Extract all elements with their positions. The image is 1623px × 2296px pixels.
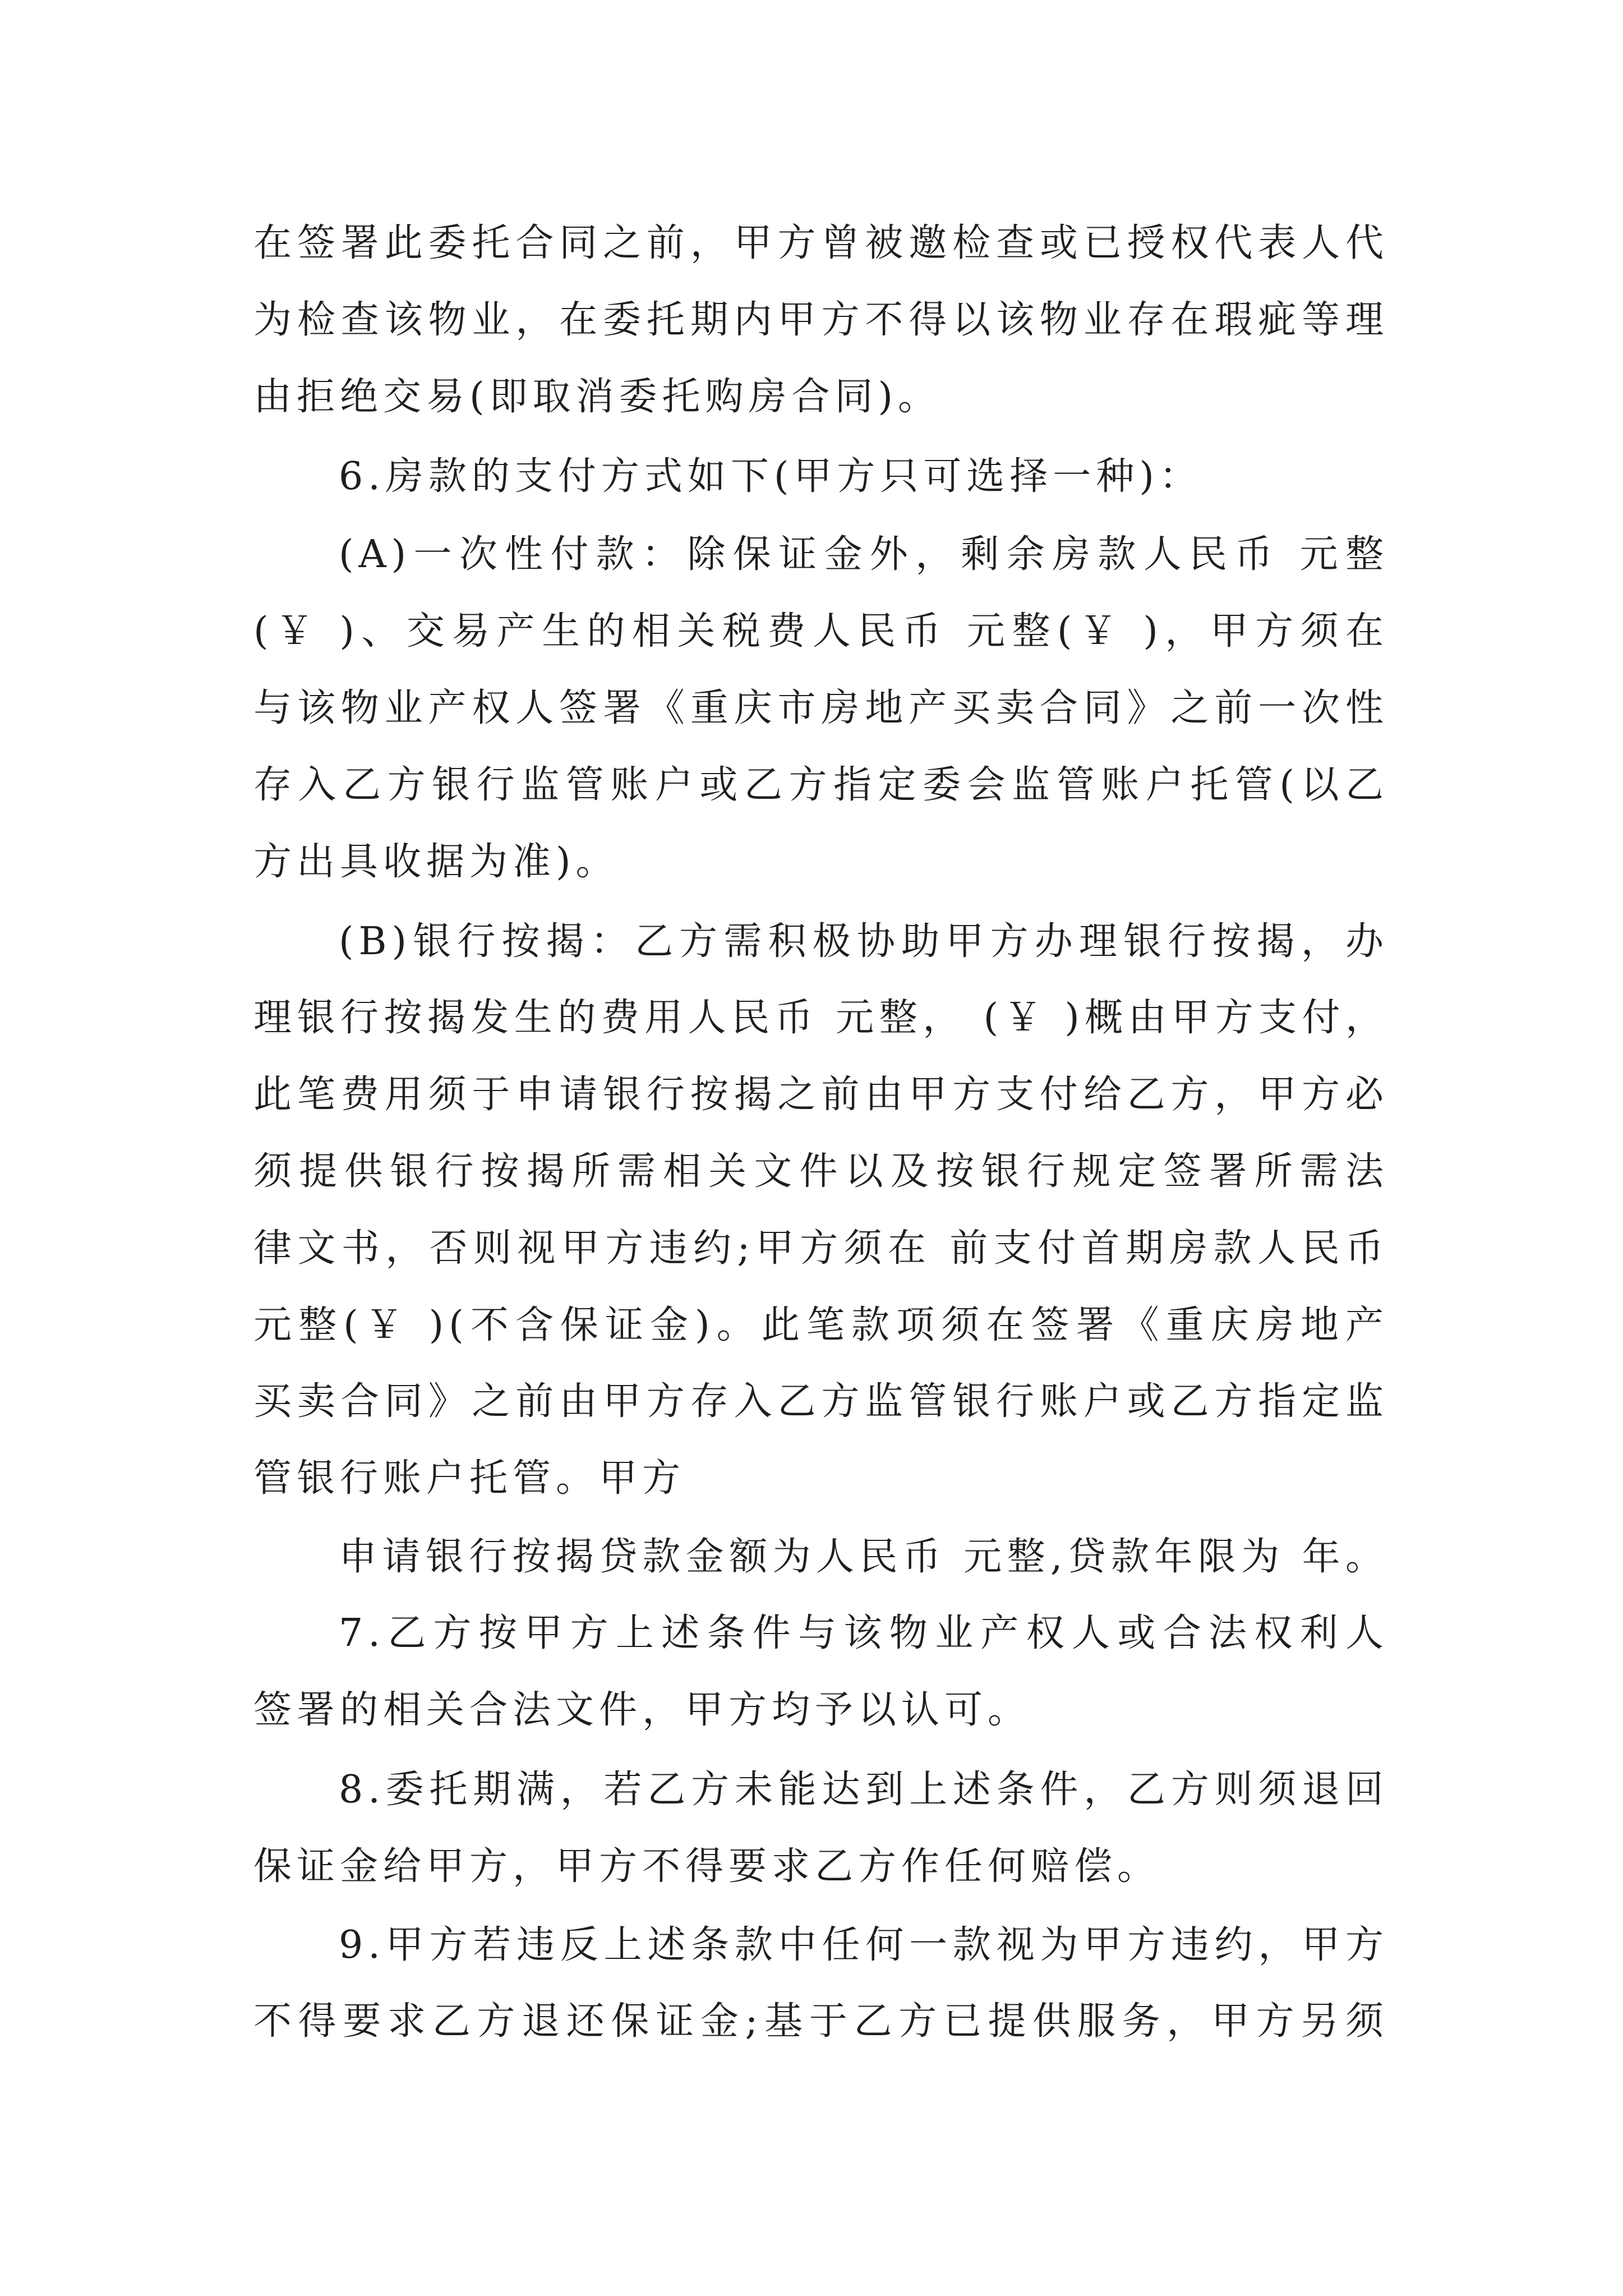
text-line: 管银行账户托管。甲方 xyxy=(253,1456,686,1501)
option-b-line: (B)银行按揭：乙方需积极协助甲方办理银行按揭，办 xyxy=(339,919,1389,964)
text-line: 此笔费用须于申请银行按揭之前由甲方支付给乙方，甲方必 xyxy=(253,1073,1389,1117)
option-a-line: (A)一次性付款：除保证金外，剩余房款人民币 元整 xyxy=(339,532,1389,577)
text-line: 由拒绝交易(即取消委托购房合同)。 xyxy=(253,375,942,419)
text-line: 理银行按揭发生的费用人民币 元整， (￥ )概由甲方支付， xyxy=(253,996,1389,1040)
clause-7-line: 7.乙方按甲方上述条件与该物业产权人或合法权利人 xyxy=(339,1611,1389,1655)
text-line: 不得要求乙方退还保证金;基于乙方已提供服务，甲方另须 xyxy=(253,1999,1389,2044)
text-line: 申请银行按揭贷款金额为人民币 元整,贷款年限为 年。 xyxy=(339,1535,1389,1579)
text-line: 律文书，否则视甲方违约;甲方须在 前支付首期房款人民币 xyxy=(253,1226,1389,1271)
text-line: 签署的相关合法文件，甲方均予以认可。 xyxy=(253,1688,1031,1732)
clause-8-line: 8.委托期满，若乙方未能达到上述条件，乙方则须退回 xyxy=(339,1768,1389,1812)
text-line: 元整(￥ )(不含保证金)。此笔款项须在签署《重庆房地产 xyxy=(253,1303,1389,1347)
clause-9-line: 9.甲方若违反上述条款中任何一款视为甲方违约，甲方 xyxy=(339,1923,1389,1967)
text-line: 在签署此委托合同之前，甲方曾被邀检查或已授权代表人代 xyxy=(253,221,1389,265)
text-line: 方出具收据为准)。 xyxy=(253,840,619,884)
text-line: 为检查该物业，在委托期内甲方不得以该物业存在瑕疵等理 xyxy=(253,298,1389,342)
text-line: 买卖合同》之前由甲方存入乙方监管银行账户或乙方指定监 xyxy=(253,1379,1389,1424)
text-line: 与该物业产权人签署《重庆市房地产买卖合同》之前一次性 xyxy=(253,686,1389,730)
text-line: (￥ )、交易产生的相关税费人民币 元整(￥ )，甲方须在 xyxy=(253,609,1389,654)
clause-6-heading: 6.房款的支付方式如下(甲方只可选择一种)： xyxy=(339,454,1202,499)
text-line: 须提供银行按揭所需相关文件以及按银行规定签署所需法 xyxy=(253,1149,1389,1194)
text-line: 存入乙方银行监管账户或乙方指定委会监管账户托管(以乙 xyxy=(253,763,1389,807)
text-line: 保证金给甲方，甲方不得要求乙方作任何赔偿。 xyxy=(253,1844,1161,1889)
